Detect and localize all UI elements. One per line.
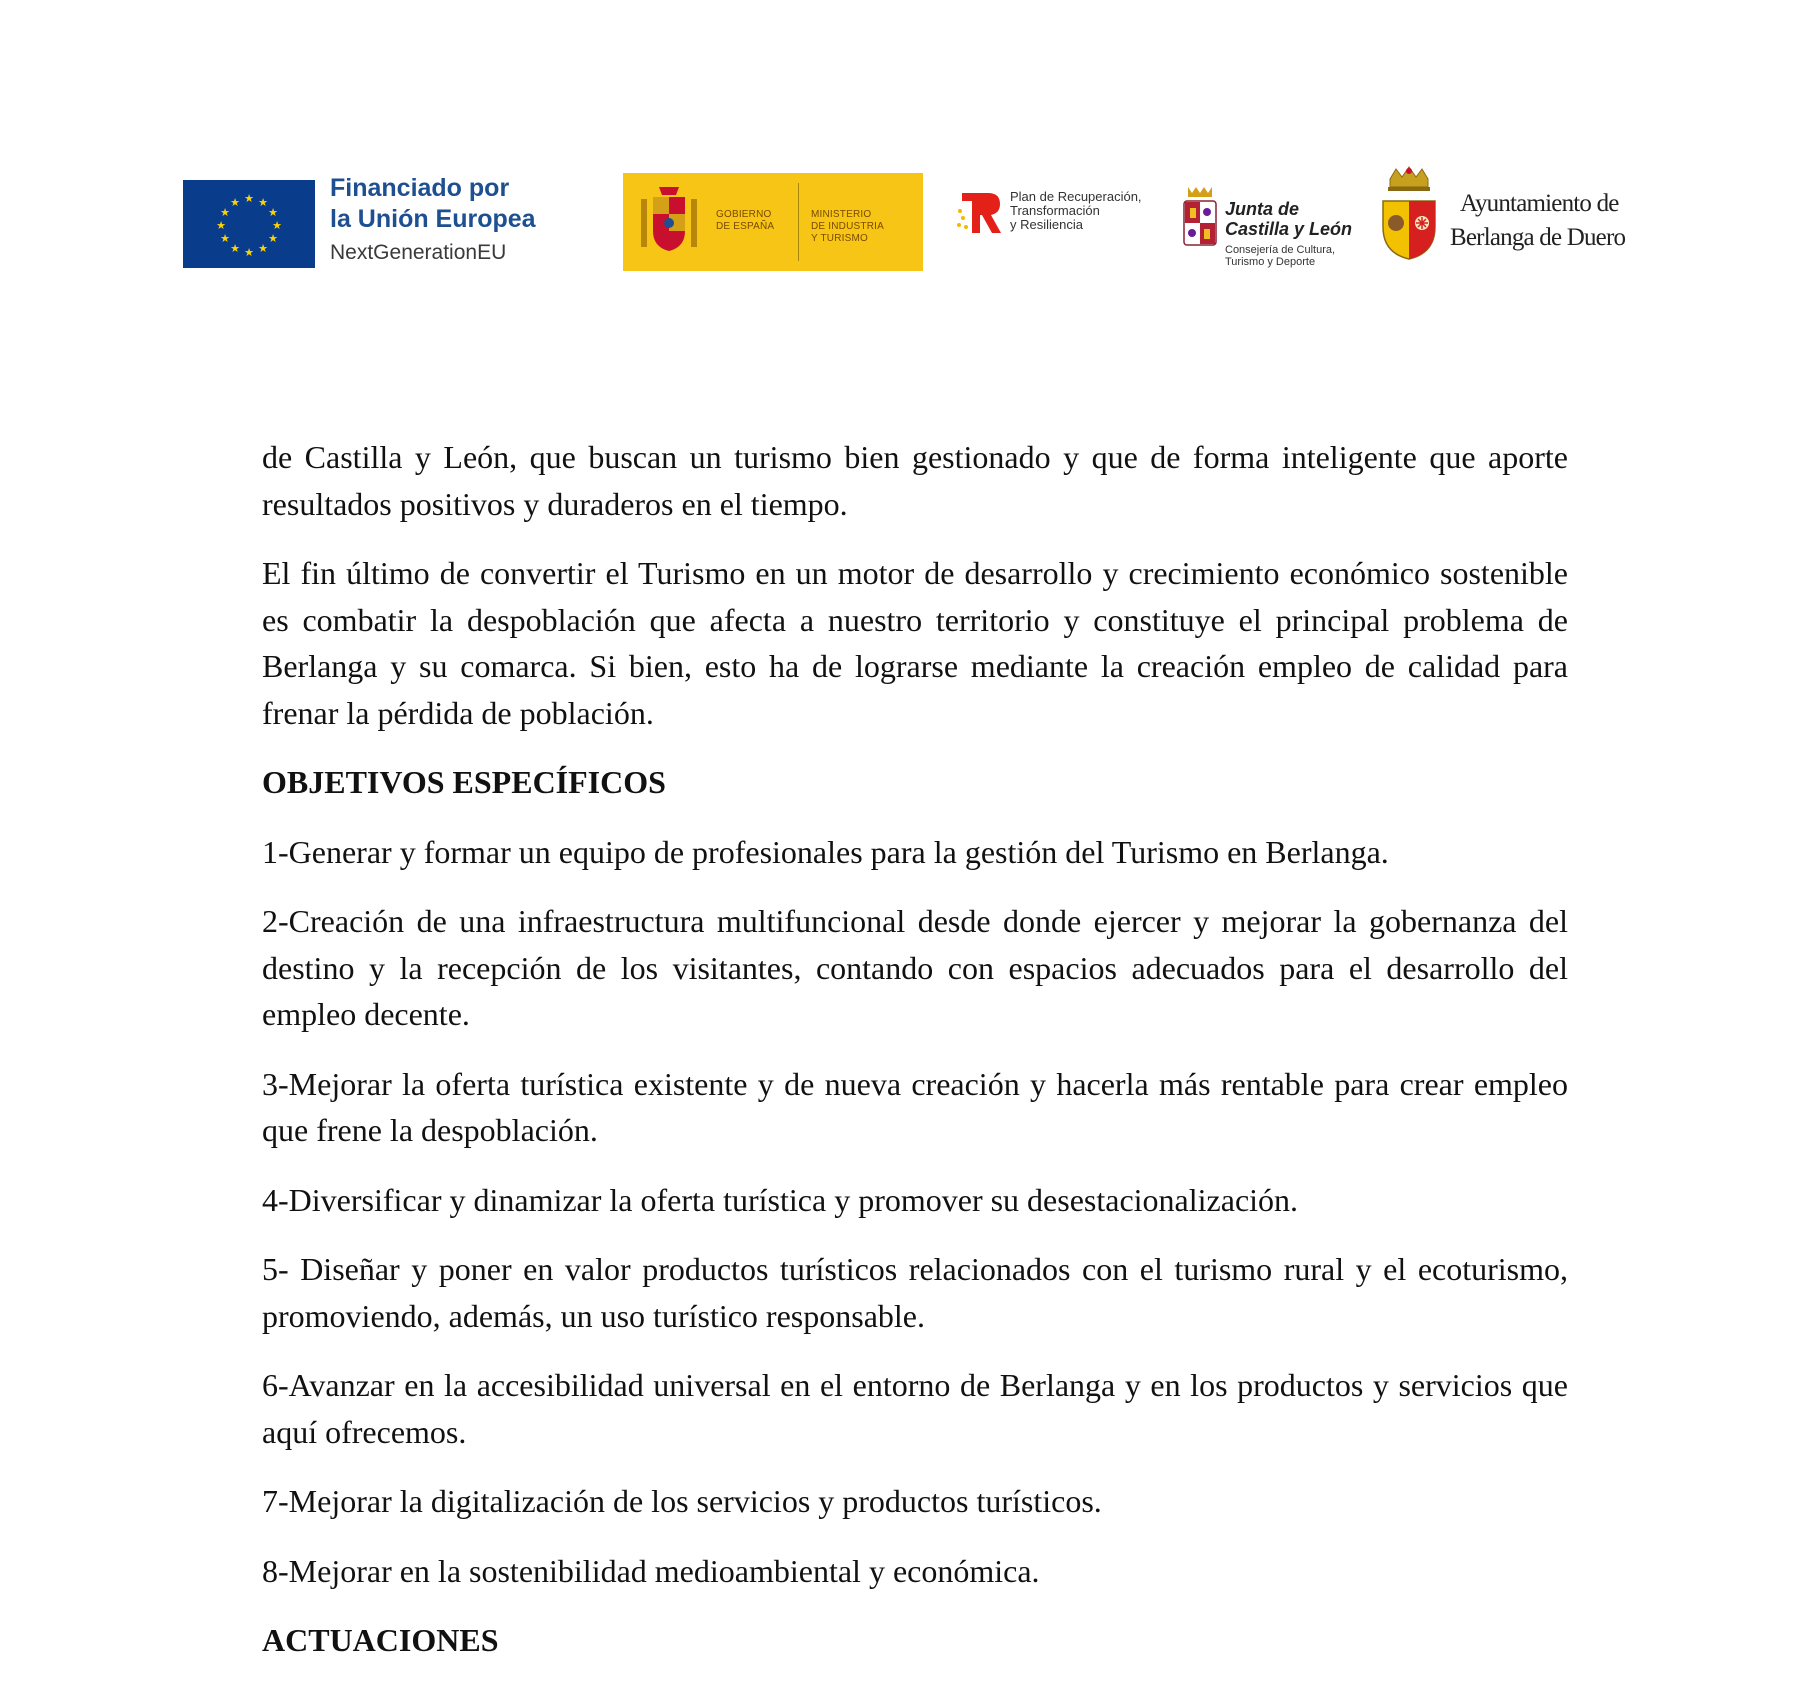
eu-logo-line2: la Unión Europea	[330, 205, 536, 233]
svg-text:★: ★	[268, 206, 278, 219]
berlanga-coat-of-arms-icon	[1380, 165, 1438, 265]
prtr-mark-icon	[950, 185, 1008, 243]
eu-logo-line1: Financiado por	[330, 174, 510, 202]
gobierno-espana-logo	[623, 173, 923, 271]
svg-text:★: ★	[272, 219, 282, 232]
junta-name: Junta de Castilla y León	[1225, 199, 1353, 239]
heading-actuaciones: ACTUACIONES	[262, 1622, 499, 1658]
spain-coat-of-arms-icon	[637, 185, 701, 259]
ayuntamiento-logo	[1380, 165, 1680, 275]
castilla-leon-shield-icon	[1180, 183, 1220, 253]
ayuntamiento-line1: Ayuntamiento de	[1460, 190, 1619, 217]
objetivo-item-6: 6-Avanzar en la accesibilidad universal en el entorno de Berlanga y en los productos y servicios que aquí ofrecemos.	[262, 1367, 1568, 1450]
svg-text:★: ★	[220, 232, 230, 245]
objetivo-item-5: 5- Diseñar y poner en valor productos turísticos relacionados con el turismo rural y el ecoturismo, promoviendo, además, un uso turístico responsable.	[262, 1251, 1568, 1334]
objetivo-item-7: 7-Mejorar la digitalización de los servicios y productos turísticos.	[262, 1483, 1102, 1519]
svg-text:★: ★	[230, 242, 240, 255]
heading-objetivos: OBJETIVOS ESPECÍFICOS	[262, 764, 666, 800]
paragraph-despoblacion: El fin último de convertir el Turismo en un motor de desarrollo y crecimiento económico sostenible es combatir la despoblación que afecta a nuestro territorio y constituye el principal problema de Berlanga y su comarca. Si bien, esto ha de lograrse mediante la creación empleo de calidad para frenar la pérdida de población.	[262, 555, 1568, 731]
svg-text:★: ★	[258, 196, 268, 209]
svg-text:★: ★	[230, 196, 240, 209]
ayuntamiento-line2: Berlanga de Duero	[1450, 224, 1626, 251]
svg-text:★: ★	[244, 192, 254, 205]
svg-text:★: ★	[216, 219, 226, 232]
eu-logo-line3: NextGenerationEU	[330, 241, 507, 264]
svg-text:★: ★	[244, 246, 254, 259]
document-body	[262, 434, 1568, 1687]
logo-divider	[798, 183, 799, 261]
plan-recuperacion-logo	[950, 185, 1180, 245]
junta-consejeria: Consejería de Cultura, Turismo y Deporte	[1225, 244, 1336, 268]
svg-text:★: ★	[220, 206, 230, 219]
objetivo-item-1: 1-Generar y formar un equipo de profesionales para la gestión del Turismo en Berlanga.	[262, 833, 1389, 870]
junta-castilla-leon-logo	[1180, 175, 1380, 275]
svg-text:★: ★	[268, 232, 278, 245]
svg-text:★: ★	[258, 242, 268, 255]
prtr-text: Plan de Recuperación, Transformación y Resiliencia	[1010, 189, 1142, 232]
paragraph-intro: de Castilla y León, que buscan un turismo bien gestionado y que de forma inteligente que aporte resultados positivos y duraderos en el tiempo.	[262, 439, 1568, 522]
objetivo-item-4: 4-Diversificar y dinamizar la oferta turística y promover su desestacionalización.	[262, 1181, 1299, 1218]
objetivo-item-2: 2-Creación de una infraestructura multifuncional desde donde ejercer y mejorar la gobernanza del destino y la recepción de los visitantes, contando con espacios adecuados para el desarrollo del empleo decente.	[262, 903, 1568, 1032]
gobierno-text: GOBIERNO DE ESPAÑA	[716, 209, 775, 232]
eu-flag-icon	[183, 180, 315, 268]
objetivo-item-3: 3-Mejorar la oferta turística existente y de nueva creación y hacerla más rentable para crear empleo que frene la despoblación.	[262, 1065, 1568, 1148]
ministerio-text: MINISTERIO DE INDUSTRIA Y TURISMO	[811, 209, 884, 244]
objetivo-item-8: 8-Mejorar en la sostenibilidad medioambiental y económica.	[262, 1552, 1040, 1589]
funding-logos-bar	[0, 165, 1820, 285]
